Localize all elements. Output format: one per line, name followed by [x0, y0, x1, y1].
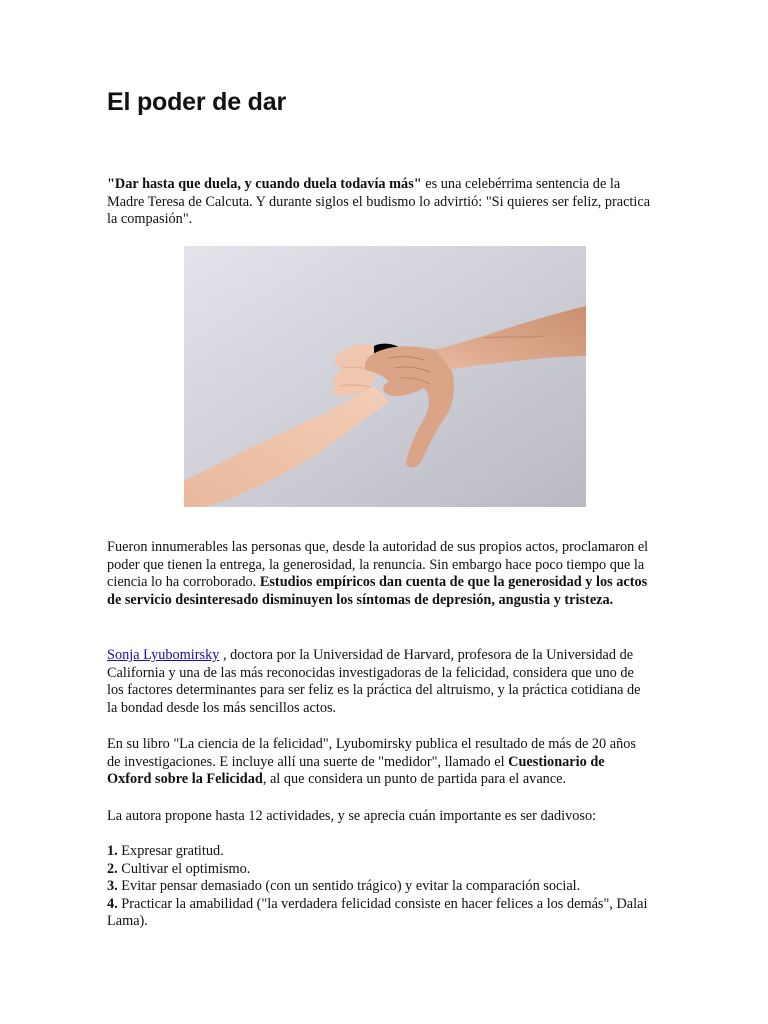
paragraph-lyubomirsky-text: , doctora por la Universidad de Harvard, profesora de la Universidad de California y una de las más reconocidas investigadoras de la felicidad, considera que uno de los factores determinantes para ser feliz es la práctica del altruismo, y la práctica cotidiana de la bondad desde los más sencillos actos.: [107, 647, 641, 716]
oxford-questionnaire: Cuestionario de Oxford sobre la Felicidad: [107, 753, 605, 788]
activities-list: [107, 843, 652, 931]
paragraph-science-bold: Estudios empíricos dan cuenta de que la generosidad y los actos de servicio desinteresado disminuyen los síntomas de depresión, angustia y tristeza.: [107, 574, 648, 608]
paragraph-science-text: Fueron innumerables las personas que, desde la autoridad de sus propios actos, proclamaron el poder que tienen la entrega, la generosidad, la renuncia. Sin embargo hace poco tiempo que la ciencia lo ha corroborado.: [107, 539, 649, 591]
list-item-text: Practicar la amabilidad ("la verdadera felicidad consiste en hacer felices a los demás", Dalai Lama).: [107, 895, 648, 930]
paragraph-book-text-a: En su libro "La ciencia de la felicidad", Lyubomirsky publica el resultado de más de 20 años de investigaciones. E incluye allí una suerte de "medidor", llamado el: [107, 736, 636, 770]
paragraph-lyubomirsky: [107, 647, 652, 717]
lyubomirsky-link[interactable]: Sonja Lyubomirsky: [107, 647, 220, 663]
list-item-number: 3.: [107, 878, 118, 895]
list-item: [107, 843, 652, 861]
page-title: El poder de dar: [107, 88, 286, 116]
list-item-text: Expresar gratitud.: [117, 843, 224, 859]
list-item-number: 1.: [107, 843, 118, 859]
list-item: [107, 878, 652, 896]
intro-text: es una celebérrima sentencia de la Madre Teresa de Calcuta. Y durante siglos el budismo lo advirtió: "Si quieres ser feliz, practica la compasión".: [107, 176, 651, 228]
list-item-number: 2.: [107, 860, 118, 877]
hands-photo: [184, 246, 586, 507]
intro-paragraph: [107, 176, 652, 229]
list-item-text: Evitar pensar demasiado (con un sentido trágico) y evitar la comparación social.: [117, 878, 581, 895]
paragraph-science: [107, 539, 652, 609]
list-item: [107, 896, 652, 931]
list-item-number: 4.: [107, 895, 118, 912]
paragraph-activities-intro: La autora propone hasta 12 actividades, y se aprecia cuán importante es ser dadivoso:: [107, 808, 597, 824]
paragraph-book: [107, 736, 652, 789]
paragraph-book-text-b: , al que considera un punto de partida para el avance.: [262, 771, 567, 788]
intro-quote: "Dar hasta que duela, y cuando duela todavía más": [107, 176, 422, 192]
list-item: [107, 861, 652, 879]
list-item-text: Cultivar el optimismo.: [117, 860, 251, 877]
